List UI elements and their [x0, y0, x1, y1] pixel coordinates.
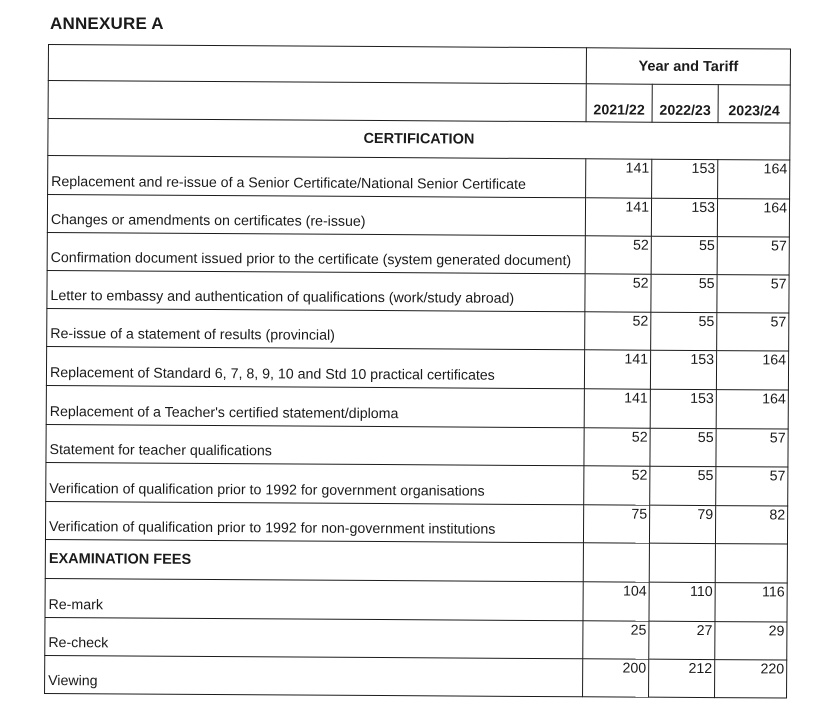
tariff-2021-22: 75: [583, 505, 649, 543]
tariff-2021-22: 25: [583, 621, 649, 659]
table-row: [46, 462, 788, 506]
fee-description: Replacement of Standard 6, 7, 8, 9, 10 and Std 10 practical certificates: [46, 346, 584, 388]
fee-description: Changes or amendments on certificates (re-issue): [47, 195, 585, 236]
tariff-2021-22: 141: [585, 198, 651, 236]
fee-description: Re-check: [45, 617, 583, 658]
fee-description: Viewing: [45, 655, 583, 696]
table-row: [47, 270, 789, 313]
blank-cell: [649, 543, 715, 582]
tariff-2022-23: 79: [649, 505, 715, 543]
table-row: [46, 346, 788, 390]
tariff-2022-23: 55: [651, 236, 717, 274]
tariff-2023-24: 82: [715, 506, 787, 544]
table-row: [46, 385, 788, 429]
year-header: 2022/23: [652, 84, 718, 122]
tariff-2022-23: 55: [651, 274, 717, 312]
fee-description: Statement for teacher qualifications: [46, 424, 584, 465]
fee-description: Verification of qualification prior to 1992 for non-government institutions: [45, 501, 583, 542]
tariff-2023-24: 57: [717, 313, 789, 351]
fee-description: Re-issue of a statement of results (provincial): [47, 308, 585, 349]
tariff-2021-22: 141: [584, 389, 650, 428]
table-row: [45, 501, 787, 544]
tariff-2023-24: 57: [716, 429, 788, 467]
page-title: ANNEXURE A: [50, 14, 164, 33]
table-row: [47, 308, 789, 351]
tariff-table: [44, 44, 791, 699]
tariff-2023-24: 57: [717, 237, 789, 275]
tariff-2023-24: 57: [717, 275, 789, 313]
tariff-2023-24: 116: [715, 583, 787, 622]
header-row-group: [48, 45, 790, 86]
year-and-tariff-header: Year and Tariff: [586, 48, 790, 85]
blank-cell: [715, 544, 787, 583]
tariff-2022-23: 55: [650, 466, 716, 505]
examination-section-label: EXAMINATION FEES: [45, 539, 583, 581]
tariff-2022-23: 55: [651, 312, 717, 350]
tariff-2022-23: 55: [650, 428, 716, 466]
tariff-2023-24: 57: [716, 467, 788, 506]
table-row: [48, 156, 790, 200]
blank-cell: [583, 543, 649, 582]
year-header: 2023/24: [718, 85, 790, 123]
table-row: [47, 232, 789, 275]
table-row: [45, 578, 787, 622]
section-row-certification: [48, 119, 790, 161]
section-row-examination: [45, 539, 787, 583]
tariff-2023-24: 164: [716, 390, 788, 429]
fee-description: Letter to embassy and authentication of qualifications (work/study abroad): [47, 270, 585, 311]
tariff-2023-24: 29: [715, 622, 787, 660]
tariff-2021-22: 104: [583, 582, 649, 621]
certification-section-label: CERTIFICATION: [48, 119, 790, 161]
header-row-years: [48, 81, 790, 124]
fee-description: Confirmation document issued prior to the certificate (system generated document): [47, 232, 585, 273]
tariff-2021-22: 52: [584, 428, 650, 466]
tariff-2021-22: 200: [583, 659, 649, 697]
tariff-2021-22: 141: [586, 159, 652, 198]
tariff-2022-23: 153: [652, 159, 718, 198]
tariff-2023-24: 164: [718, 160, 790, 199]
tariff-2022-23: 110: [649, 582, 715, 621]
tariff-2022-23: 153: [650, 350, 716, 389]
tariff-2023-24: 164: [716, 351, 788, 390]
fee-description: Verification of qualification prior to 1992 for government organisations: [46, 462, 584, 504]
table-row: [46, 424, 788, 467]
tariff-2022-23: 27: [649, 621, 715, 659]
fee-description: Replacement and re-issue of a Senior Certificate/National Senior Certificate: [48, 156, 586, 198]
table-row: [45, 617, 787, 660]
fee-description: Replacement of a Teacher's certified statement/diploma: [46, 385, 584, 427]
tariff-2023-24: 164: [717, 199, 789, 237]
tariff-2021-22: 141: [584, 350, 650, 389]
tariff-2022-23: 153: [651, 198, 717, 236]
tariff-2023-24: 220: [715, 660, 787, 698]
header-blank-cell: [48, 81, 586, 122]
table-row: [47, 195, 789, 238]
fee-description: Re-mark: [45, 578, 583, 620]
tariff-2021-22: 52: [585, 236, 651, 274]
tariff-2021-22: 52: [585, 274, 651, 312]
year-header: 2021/22: [586, 84, 652, 122]
table-row: [45, 655, 787, 698]
tariff-2021-22: 52: [584, 466, 650, 505]
tariff-2022-23: 153: [650, 389, 716, 428]
tariff-2022-23: 212: [649, 659, 715, 697]
tariff-2021-22: 52: [585, 312, 651, 350]
header-blank-cell: [48, 45, 586, 84]
